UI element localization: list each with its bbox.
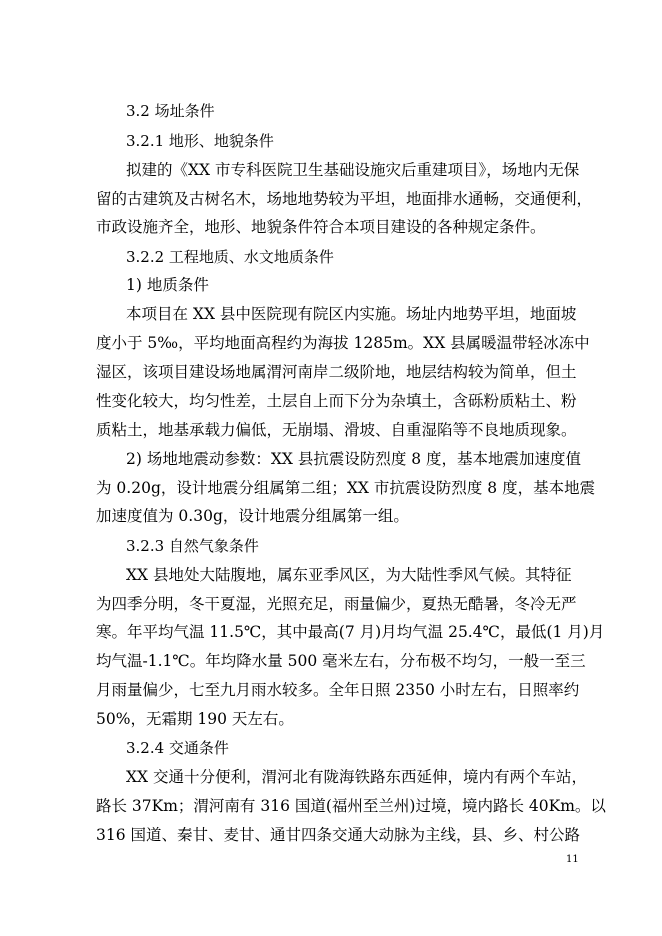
paragraph-line: 度小于 5‰，平均地面高程约为海拔 1285m。XX 县属暖温带轻冰冻中: [96, 334, 590, 352]
paragraph-line: 316 国道、秦甘、麦甘、通甘四条交通大动脉为主线，县、乡、村公路: [96, 826, 581, 844]
subsection-heading-3-2-3: 3.2.3 自然气象条件: [126, 537, 259, 555]
paragraph-line: 为四季分明，冬干夏湿，光照充足，雨量偏少，夏热无酷暑，冬冷无严: [96, 595, 577, 613]
paragraph-line: 本项目在 XX 县中医院现有院区内实施。场址内地势平坦，地面坡: [126, 305, 577, 323]
paragraph-line: 50%，无霜期 190 天左右。: [96, 710, 294, 728]
paragraph-line: 月雨量偏少，七至九月雨水较多。全年日照 2350 小时左右，日照率约: [96, 681, 580, 699]
paragraph-line: XX 县地处大陆腹地，属东亚季风区，为大陆性季风气候。其特征: [126, 566, 572, 584]
page-number: 11: [566, 854, 579, 865]
paragraph-line: 湿区，该项目建设场地属渭河南岸二级阶地，地层结构较为简单，但土: [96, 363, 577, 381]
paragraph-line: 性变化较大，均匀性差，土层自上而下分为杂填土，含砾粉质粘土、粉: [96, 392, 577, 410]
section-heading-3-2: 3.2 场址条件: [126, 102, 215, 120]
paragraph-line: 为 0.20g，设计地震分组属第二组；XX 市抗震设防烈度 8 度，基本地震: [96, 479, 596, 497]
paragraph-line: 加速度值为 0.30g，设计地震分组属第一组。: [96, 507, 409, 525]
paragraph-line: 留的古建筑及古树名木，场地地势较为平坦，地面排水通畅，交通便利，: [96, 190, 593, 208]
paragraph-line: 2) 场地地震动参数：XX 县抗震设防烈度 8 度，基本地震加速度值: [126, 450, 582, 468]
paragraph-line: 均气温-1.1℃。年均降水量 500 毫米左右，分布极不均匀，一般一至三: [96, 652, 586, 670]
paragraph-line: 路长 37Km；渭河南有 316 国道(福州至兰州)过境，境内路长 40Km。以: [96, 797, 606, 815]
paragraph-line: 市政设施齐全，地形、地貌条件符合本项目建设的各种规定条件。: [96, 218, 546, 236]
subsection-heading-3-2-4: 3.2.4 交通条件: [126, 739, 229, 757]
paragraph-line: 质粘土，地基承载力偏低，无崩塌、滑坡、自重湿陷等不良地质现象。: [96, 421, 577, 439]
list-item-heading: 1) 地质条件: [126, 276, 209, 294]
subsection-heading-3-2-2: 3.2.2 工程地质、水文地质条件: [126, 248, 334, 266]
paragraph-line: XX 交通十分便利，渭河北有陇海铁路东西延伸，境内有两个车站，: [126, 768, 587, 786]
subsection-heading-3-2-1: 3.2.1 地形、地貌条件: [126, 132, 274, 150]
paragraph-line: 寒。年平均气温 11.5℃，其中最高(7 月)月均气温 25.4℃，最低(1 月)月: [96, 623, 605, 641]
paragraph-line: 拟建的《XX 市专科医院卫生基础设施灾后重建项目》，场地内无保: [126, 161, 580, 179]
